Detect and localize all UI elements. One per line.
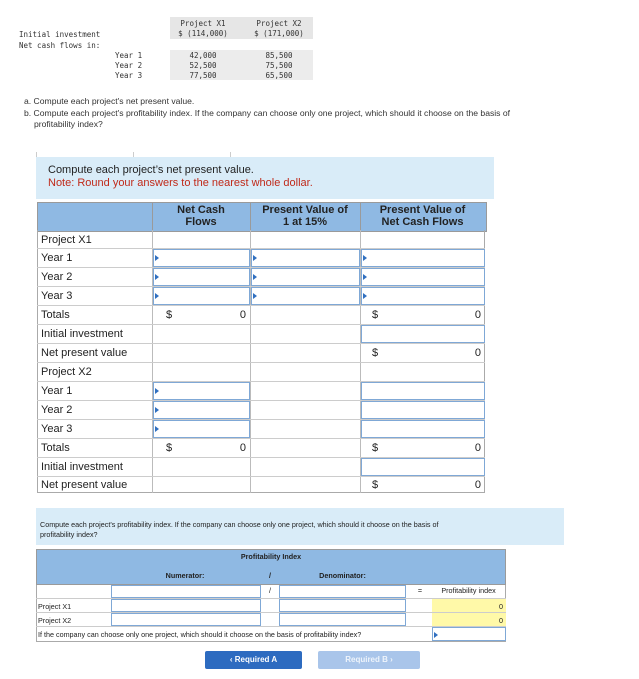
x1-y2-ncf-input[interactable] [153, 268, 250, 286]
pi-numerator-label: Numerator: [165, 571, 205, 580]
table-header-blank [37, 202, 154, 232]
x1-y3-pv-input[interactable] [361, 287, 485, 305]
x1-pv-total: 0 [474, 309, 481, 321]
col-header-pvncf-line1: Present Value of [379, 204, 466, 216]
pi-header-title: Profitability Index [240, 552, 302, 561]
x2-y3-ncf-input[interactable] [153, 420, 250, 438]
row-label-year: Year 2 [41, 271, 73, 283]
row-label-project-x2: Project X2 [41, 366, 92, 378]
row-label-year: Year 1 [41, 252, 73, 264]
part-b-instruction-cont: profitability index? [40, 530, 98, 539]
row-label-totals: Totals [41, 309, 70, 321]
row-label-initial: Initial investment [41, 328, 123, 340]
input-marker-icon [363, 274, 367, 280]
input-marker-icon [155, 274, 159, 280]
given-initial-x2: $ (171,000) [254, 29, 304, 38]
row-label-year: Year 3 [41, 290, 73, 302]
row-line [37, 305, 485, 306]
pi-slash: / [269, 571, 271, 580]
pi-x2-result: 0 [499, 616, 503, 625]
pi-equals: = [417, 586, 423, 595]
col-header-ncf-line2: Flows [185, 216, 217, 228]
question-b: b. Compute each project's profitability index. If the company can choose only one project, which should it choose on the basis of [24, 108, 511, 118]
row-label-year: Year 1 [41, 385, 73, 397]
dollar-sign: $ [166, 442, 173, 454]
input-marker-icon [155, 426, 159, 432]
pi-x2-denominator-input[interactable] [279, 613, 406, 626]
required-b-button[interactable]: Required B › [318, 651, 420, 669]
input-marker-icon [155, 407, 159, 413]
input-marker-icon [253, 255, 257, 261]
row-line [37, 362, 485, 363]
x2-y1-pv-input[interactable] [361, 382, 485, 400]
row-label-npv: Net present value [41, 347, 128, 359]
col-header-ncf-line1: Net Cash [177, 204, 225, 216]
given-col-x2: Project X2 [256, 19, 302, 28]
input-marker-icon [253, 274, 257, 280]
given-year1-x2: 85,500 [265, 51, 293, 60]
x1-y1-pv-factor-input[interactable] [251, 249, 360, 267]
pi-row-x1: Project X1 [38, 602, 72, 611]
given-year-label: Year 2 [115, 61, 143, 70]
col-header-pv1-line1: Present Value of [262, 204, 348, 216]
col-header-pvncf-text [360, 204, 485, 228]
row-line [37, 476, 485, 477]
required-a-button[interactable]: ‹ Required A [205, 651, 302, 669]
dollar-sign: $ [372, 479, 379, 491]
x1-y2-pv-factor-input[interactable] [251, 268, 360, 286]
dollar-sign: $ [372, 347, 379, 359]
x2-initial-investment-input[interactable] [361, 458, 485, 476]
x1-initial-investment-input[interactable] [361, 325, 485, 343]
dollar-sign: $ [372, 309, 379, 321]
dollar-sign: $ [166, 309, 173, 321]
pi-numerator-input[interactable] [111, 585, 261, 598]
question-a: a. Compute each project's net present value. [24, 96, 195, 106]
input-marker-icon [253, 293, 257, 299]
pi-x1-denominator-input[interactable] [279, 599, 406, 612]
given-year3-x2: 65,500 [265, 71, 293, 80]
given-initial-label: Initial investment [19, 30, 101, 39]
row-line [37, 343, 485, 344]
x1-y3-pv-factor-input[interactable] [251, 287, 360, 305]
input-marker-icon [155, 293, 159, 299]
pi-x1-numerator-input[interactable] [111, 599, 261, 612]
x2-npv-value: 0 [474, 479, 481, 491]
x2-ncf-total: 0 [239, 442, 246, 454]
pi-x1-result: 0 [499, 602, 503, 611]
x1-npv-value: 0 [474, 347, 481, 359]
x1-y3-ncf-input[interactable] [153, 287, 250, 305]
given-year1-x1: 42,000 [189, 51, 217, 60]
pi-x2-numerator-input[interactable] [111, 613, 261, 626]
x2-pv-total: 0 [474, 442, 481, 454]
pi-slash: / [269, 586, 271, 595]
x2-y1-ncf-input[interactable] [153, 382, 250, 400]
part-b-instruction: Compute each project's profitability index. If the company can choose only one project, which should it choose on the basis of [40, 520, 439, 529]
pi-row-x2: Project X2 [38, 616, 72, 625]
part-a-note: Note: Round your answers to the nearest whole dollar. [48, 177, 313, 189]
row-label-year: Year 2 [41, 404, 73, 416]
given-initial-x1: $ (114,000) [178, 29, 228, 38]
x1-y1-pv-input[interactable] [361, 249, 485, 267]
x1-ncf-total: 0 [239, 309, 246, 321]
x2-y3-pv-input[interactable] [361, 420, 485, 438]
input-marker-icon [363, 293, 367, 299]
row-line [37, 438, 485, 439]
x1-y2-pv-input[interactable] [361, 268, 485, 286]
pi-result-header: Profitability index [441, 586, 496, 595]
col-header-pvncf-line2: Net Cash Flows [381, 216, 464, 228]
row-label-totals: Totals [41, 442, 70, 454]
input-marker-icon [434, 632, 438, 638]
given-year3-x1: 77,500 [189, 71, 217, 80]
given-year-label: Year 1 [115, 51, 143, 60]
given-cashflows-label: Net cash flows in: [19, 41, 101, 50]
row-label-npv: Net present value [41, 479, 128, 491]
pi-denominator-label: Denominator: [319, 571, 366, 580]
given-year2-x1: 52,500 [189, 61, 217, 70]
col-header-pv1-text [250, 204, 360, 228]
input-marker-icon [155, 388, 159, 394]
row-label-year: Year 3 [41, 423, 73, 435]
pi-denominator-input[interactable] [279, 585, 406, 598]
x1-y1-ncf-input[interactable] [153, 249, 250, 267]
given-col-x1: Project X1 [180, 19, 226, 28]
input-marker-icon [363, 255, 367, 261]
x2-y2-pv-input[interactable] [361, 401, 485, 419]
x2-y2-ncf-input[interactable] [153, 401, 250, 419]
pi-choice-select[interactable] [432, 627, 506, 641]
given-year-label: Year 3 [115, 71, 143, 80]
given-year2-x2: 75,500 [265, 61, 293, 70]
part-a-title: Compute each project’s net present value. [48, 164, 254, 176]
question-b-cont: profitability index? [34, 119, 103, 129]
col-header-ncf-text [152, 204, 250, 228]
dollar-sign: $ [372, 442, 379, 454]
row-label-project-x1: Project X1 [41, 234, 92, 246]
pi-choose-question: If the company can choose only one project, which should it choose on the basis of profitability index? [38, 630, 362, 639]
row-label-initial: Initial investment [41, 461, 123, 473]
col-header-pv1-line2: 1 at 15% [282, 216, 328, 228]
input-marker-icon [155, 255, 159, 261]
